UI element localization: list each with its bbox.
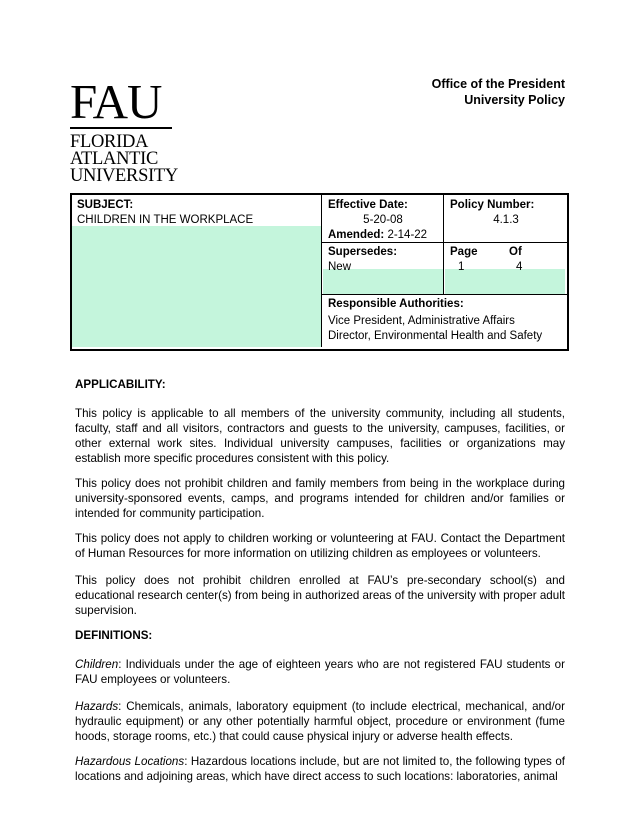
applicability-paragraph: This policy does not prohibit children and family members from being in the workplace during university-sponsored events, camps, and programs intended for children and/or families or intended for community participation. xyxy=(75,477,565,520)
responsible-1: Vice President, Administrative Affairs xyxy=(328,315,515,327)
of-value: 4 xyxy=(516,261,523,273)
term-hazards: Hazards xyxy=(75,700,119,713)
office-title: Office of the President xyxy=(431,77,565,91)
supersedes-label: Supersedes: xyxy=(328,246,398,258)
fau-logo xyxy=(70,74,178,186)
of-label: Of xyxy=(509,246,522,258)
applicability-paragraph: This policy does not apply to children working or volunteering at FAU. Contact the Department of Human Resources for more information on utilizing children as employees or volunteers. xyxy=(75,532,565,560)
office-header xyxy=(432,76,565,108)
applicability-heading: APPLICABILITY: xyxy=(75,378,166,391)
subject-highlight xyxy=(72,226,321,347)
effective-date-label: Effective Date: xyxy=(328,199,408,211)
page-value: 1 xyxy=(458,261,465,273)
table-divider xyxy=(321,294,567,295)
definition-hazards: Hazards: Chemicals, animals, laboratory equipment (to include electrical, mechanical, and/or hydraulic equipment) or any other potentially harmful object, procedure or environment (fume hoods, storage rooms, etc.) that could cause physical injury or adverse health effects. xyxy=(75,700,565,743)
amended-label: Amended: xyxy=(328,229,385,241)
subject-label: SUBJECT: xyxy=(77,199,134,211)
amended-line xyxy=(328,228,427,243)
subject-value: CHILDREN IN THE WORKPLACE xyxy=(77,214,254,226)
logo-line-university: UNIVERSITY xyxy=(70,166,178,186)
definition-children: Children: Individuals under the age of eighteen years who are not registered FAU students or FAU employees or volunteers. xyxy=(75,658,565,686)
supersedes-value: New xyxy=(328,261,352,273)
page-label: Page xyxy=(450,246,478,258)
policy-title: University Policy xyxy=(464,93,565,107)
amended-value: 2-14-22 xyxy=(387,229,428,241)
policy-number-value: 4.1.3 xyxy=(493,214,519,226)
policy-info-table xyxy=(70,193,569,351)
applicability-paragraph: This policy is applicable to all members of the university community, including all students, faculty, staff and all visitors, contractors and guests to the university, campuses, facilities, or other external work sites. Individual university campuses, facilities or organizations may establish more specific procedures consistent with this policy. xyxy=(75,407,565,465)
applicability-paragraph: This policy does not prohibit children enrolled at FAU’s pre-secondary school(s) and educational research center(s) from being in authorized areas of the university with proper adult supervision. xyxy=(75,574,565,617)
definitions-heading: DEFINITIONS: xyxy=(75,629,153,642)
policy-number-label: Policy Number: xyxy=(450,199,535,211)
table-divider xyxy=(321,195,322,347)
responsible-2: Director, Environmental Health and Safety xyxy=(328,330,543,342)
term-hazardous-locations: Hazardous Locations xyxy=(75,755,185,768)
table-divider xyxy=(443,195,444,294)
effective-date-value: 5-20-08 xyxy=(363,214,403,226)
logo-line-atlantic: ATLANTIC xyxy=(70,149,159,169)
responsible-label: Responsible Authorities: xyxy=(328,298,464,310)
definition-hazardous-locations: Hazardous Locations: Hazardous locations include, but are not limited to, the following types of locations and adjoining areas, which have direct access to such locations: laboratories, animal xyxy=(75,755,565,783)
term-children: Children xyxy=(75,658,119,671)
logo-line-florida: FLORIDA xyxy=(70,132,149,152)
logo-mark: FAU xyxy=(70,79,172,129)
